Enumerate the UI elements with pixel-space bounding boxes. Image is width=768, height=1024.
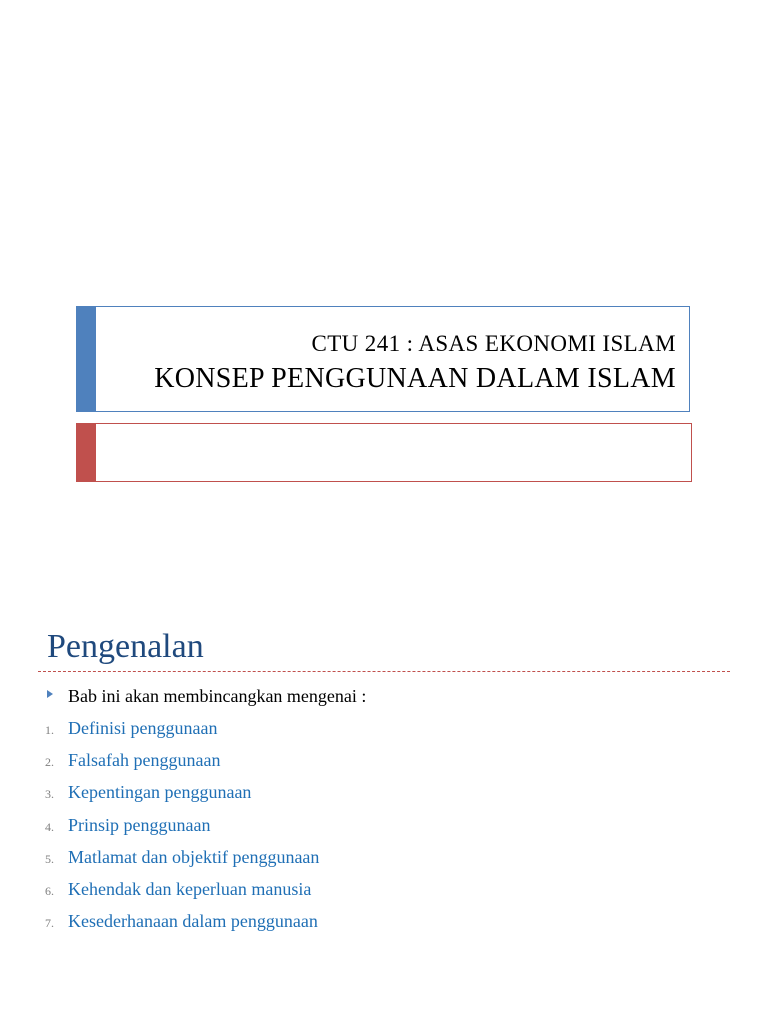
topic-list xyxy=(45,716,319,941)
intro-text: Bab ini akan membincangkan mengenai : xyxy=(68,686,367,706)
list-item xyxy=(45,845,319,877)
list-item-text: Falsafah penggunaan xyxy=(68,750,221,771)
triangle-bullet-icon xyxy=(47,690,53,698)
red-accent-bar xyxy=(76,423,96,482)
course-code-subtitle: CTU 241 : ASAS EKONOMI ISLAM xyxy=(311,331,676,356)
list-item-text: Kesederhanaan dalam penggunaan xyxy=(68,911,318,932)
list-item xyxy=(45,748,319,780)
list-item xyxy=(45,780,319,812)
section-heading: Pengenalan xyxy=(47,628,204,665)
slide-title: KONSEP PENGGUNAAN DALAM ISLAM xyxy=(154,363,676,394)
list-number: 5. xyxy=(45,851,54,866)
intro-bullet xyxy=(47,686,366,707)
list-item-text: Matlamat dan objektif penggunaan xyxy=(68,846,320,867)
heading-divider xyxy=(38,671,730,672)
blue-accent-bar xyxy=(76,306,96,412)
list-number: 3. xyxy=(45,787,54,802)
list-item xyxy=(45,813,319,845)
list-item-text: Kehendak dan keperluan manusia xyxy=(68,878,312,899)
list-item xyxy=(45,877,319,909)
list-number: 4. xyxy=(45,819,54,834)
list-number: 2. xyxy=(45,755,54,770)
list-number: 1. xyxy=(45,723,54,737)
list-item xyxy=(45,909,319,941)
list-item-text: Definisi penggunaan xyxy=(68,718,218,738)
list-item-text: Prinsip penggunaan xyxy=(68,814,211,835)
list-number: 6. xyxy=(45,883,54,898)
title-box xyxy=(76,306,690,412)
subtitle-box xyxy=(76,423,692,482)
list-number: 7. xyxy=(45,916,54,931)
list-item-text: Kepentingan penggunaan xyxy=(68,782,252,803)
list-item xyxy=(45,716,319,748)
